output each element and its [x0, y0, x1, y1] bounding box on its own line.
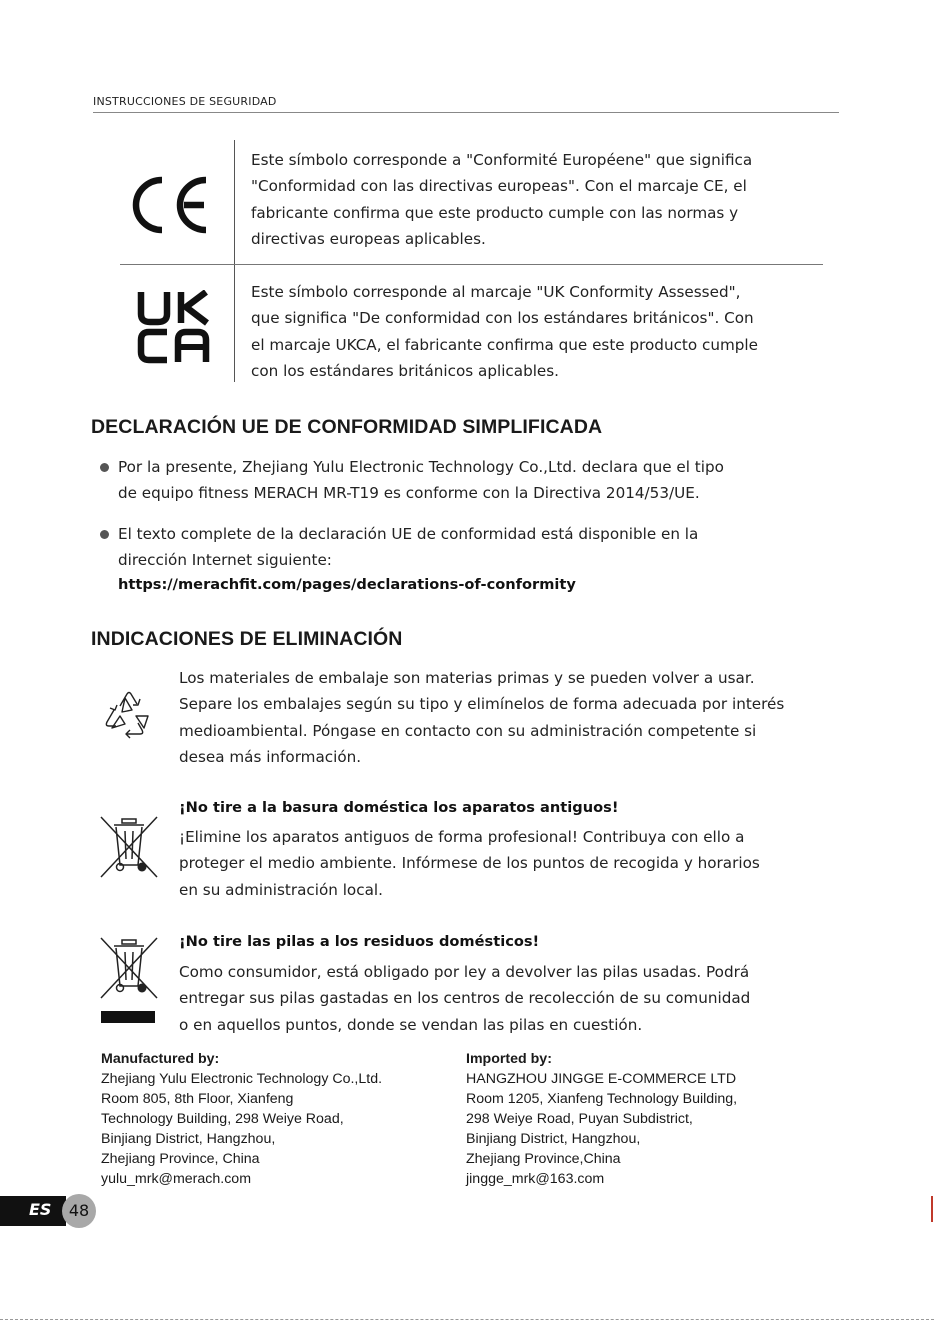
- weee-title: ¡No tire a la basura doméstica los aparatos antiguos!: [179, 799, 619, 816]
- recycle-line: medioambiental. Póngase en contacto con su administración competente si: [179, 721, 757, 740]
- ce-line: "Conformidad con las directivas europeas". Con el marcaje CE, el: [251, 177, 747, 196]
- importer-title: Imported by:: [466, 1051, 552, 1067]
- section-header: INSTRUCCIONES DE SEGURIDAD: [93, 95, 277, 108]
- declaration-bullet-1: [118, 454, 724, 507]
- declaration-line: El texto complete de la declaración UE de conformidad está disponible en la: [118, 525, 699, 543]
- declaration-line: de equipo fitness MERACH MR-T19 es conforme con la Directiva 2014/53/UE.: [118, 484, 700, 503]
- manufacturer-line: Room 805, 8th Floor, Xianfeng: [101, 1091, 294, 1107]
- importer-line: HANGZHOU JINGGE E-COMMERCE LTD: [466, 1071, 737, 1087]
- recycle-line: desea más información.: [179, 747, 362, 766]
- ce-line: directivas europeas aplicables.: [251, 229, 486, 248]
- declaration-url[interactable]: https://merachfit.com/pages/declarations-of-conformity: [118, 576, 576, 593]
- declaration-bullet-2: [118, 521, 698, 574]
- ukca-line: Este símbolo corresponde al marcaje "UK Conformity Assessed",: [251, 283, 741, 301]
- ce-mark-icon: [126, 174, 214, 236]
- manufacturer-line: Zhejiang Province, China: [101, 1151, 260, 1167]
- bullet-dot: [100, 530, 109, 539]
- page-number: 48: [68, 1201, 90, 1220]
- declaration-heading: DECLARACIÓN UE DE CONFORMIDAD SIMPLIFICADA: [91, 416, 603, 438]
- importer-block: [466, 1049, 737, 1189]
- crossed-bin-bar-icon: [98, 936, 160, 1026]
- ce-line: Este símbolo corresponde a "Conformité Européene" que significa: [251, 151, 753, 169]
- importer-line: Zhejiang Province,China: [466, 1151, 621, 1167]
- crossed-bin-icon: [98, 815, 160, 879]
- ukca-description: [251, 279, 758, 384]
- battery-description: [179, 959, 750, 1038]
- battery-title: ¡No tire las pilas a los residuos domésticos!: [179, 933, 540, 950]
- ukca-mark-icon: [136, 290, 212, 364]
- ukca-line: con los estándares británicos aplicables.: [251, 361, 560, 380]
- ukca-line: el marcaje UKCA, el fabricante confirma que este producto cumple: [251, 335, 758, 354]
- symbol-table-divider-vertical: [234, 140, 235, 382]
- battery-line: Como consumidor, está obligado por ley a devolver las pilas usadas. Podrá: [179, 963, 750, 981]
- header-rule: [93, 112, 839, 113]
- page-edge-mark: [931, 1196, 933, 1222]
- bottom-cut-line: [0, 1319, 934, 1320]
- weee-line: ¡Elimine los aparatos antiguos de forma profesional! Contribuya con ello a: [179, 828, 745, 846]
- weee-description: [179, 824, 760, 903]
- importer-line: Binjiang District, Hangzhou,: [466, 1131, 641, 1147]
- disposal-heading: INDICACIONES DE ELIMINACIÓN: [91, 628, 403, 650]
- manufacturer-line: Binjiang District, Hangzhou,: [101, 1131, 276, 1147]
- importer-line: 298 Weiye Road, Puyan Subdistrict,: [466, 1111, 693, 1127]
- battery-line: o en aquellos puntos, donde se vendan las pilas en cuestión.: [179, 1015, 643, 1034]
- manufacturer-title: Manufactured by:: [101, 1051, 220, 1067]
- manufacturer-line: Technology Building, 298 Weiye Road,: [101, 1111, 344, 1127]
- weee-line: proteger el medio ambiente. Infórmese de los puntos de recogida y horarios: [179, 854, 760, 873]
- manufacturer-line: Zhejiang Yulu Electronic Technology Co.,Ltd.: [101, 1071, 383, 1087]
- ce-description: [251, 147, 752, 252]
- ce-line: fabricante confirma que este producto cumple con las normas y: [251, 203, 739, 222]
- ukca-line: que significa "De conformidad con los estándares británicos". Con: [251, 309, 754, 328]
- recycle-line: Separe los embalajes según su tipo y elimínelos de forma adecuada por interés: [179, 695, 785, 714]
- recycle-icon: [100, 686, 158, 744]
- recycle-description: [179, 665, 784, 770]
- weee-line: en su administración local.: [179, 880, 383, 899]
- declaration-line: dirección Internet siguiente:: [118, 551, 332, 570]
- symbol-table-divider-horizontal: [120, 264, 823, 265]
- manufacturer-block: [101, 1049, 382, 1189]
- language-label: ES: [29, 1200, 52, 1219]
- declaration-line: Por la presente, Zhejiang Yulu Electronic Technology Co.,Ltd. declara que el tipo: [118, 458, 724, 476]
- importer-line: Room 1205, Xianfeng Technology Building,: [466, 1091, 738, 1107]
- recycle-line: Los materiales de embalaje son materias primas y se pueden volver a usar.: [179, 669, 755, 687]
- manufacturer-email[interactable]: yulu_mrk@merach.com: [101, 1171, 252, 1187]
- importer-email[interactable]: jingge_mrk@163.com: [466, 1171, 605, 1187]
- bullet-dot: [100, 463, 109, 472]
- battery-line: entregar sus pilas gastadas en los centros de recolección de su comunidad: [179, 989, 751, 1008]
